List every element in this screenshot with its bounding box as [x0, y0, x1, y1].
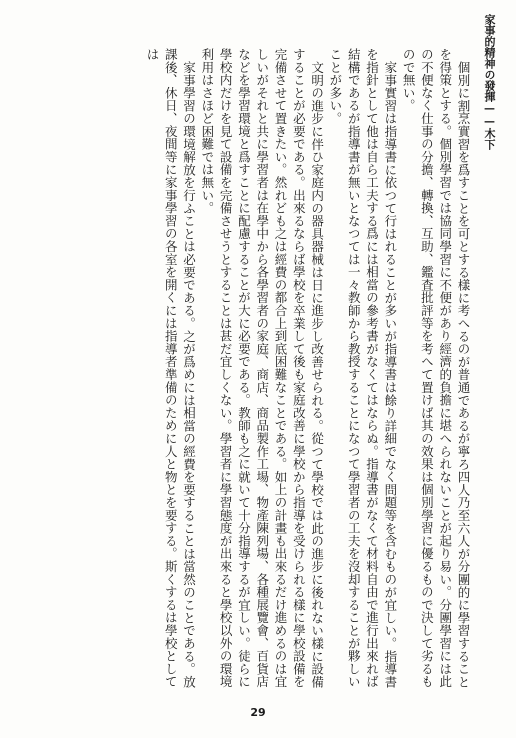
paragraph: 文明の進步に伴ひ家庭内の器具器械は日に進步し改善せられる。從つて學校では此の進步に後れない樣に設備することが必要である。出來るならば學校を卒業して後も家庭改善に學校から指導を受けられる樣に學校設備を完備させて置きたい。然れども之は經費の都合上到底困難なことである。如上の計畫も出來るだけ進めるのは宜しいがそれと共に學習者は在學中から各學習者の家庭、商店、商品製作工場、物產陳列場、各種展覽會、百貨店などを學習環境と爲すことに配慮することが大に必要である。教師も之に就いて十分指導するが宜しい。徒らに學校内だけを見て設備を完備させうとすることは甚だ宜しくない。學習者に學習態度が出來ると學校以外の環境利用はさほど困難では無い。	[199, 48, 325, 688]
paragraph: 家事實習は指導書に依つて行はれることが多いが指導書は餘り詳細でなく問題等を含むものが宜しい。指導書を指針として他は自ら工夫する爲には相當の參考書がなくてはならぬ。指導書がなくて材料自由で進行出來れば結構であるが指導書が無いとなつては一々教師から教授することになつて學習者の工夫を沒却することが夥しいことが多い。	[327, 48, 398, 688]
paragraph: 家事學習の環境解放を行ふことは必要である。之が爲めには相當の經費を要することは當然のことである。放課後、休日、夜間等に家事學習の各室を開くには指導者準備のために人と物とを要する。斯くするは學校としては	[144, 48, 197, 688]
body-text	[32, 48, 472, 688]
running-header: 家事的精神の發揮——木下	[483, 14, 496, 150]
paragraph: 個別に割烹實習を爲すことを可とする樣に考へるのが普通であるが寧ろ四人乃至六人が分團的に學習することを得策とする。個別學習では協同學習に不便があり經濟的負擔に堪へられないことが起り易い。分團學習には此の不便なく仕事の分擔、轉換、互助、鑑査批評等を考へて置けば其の效果は個別學習に優るもので決して劣るもので無い。	[401, 48, 471, 688]
page-number: 29	[250, 706, 266, 719]
